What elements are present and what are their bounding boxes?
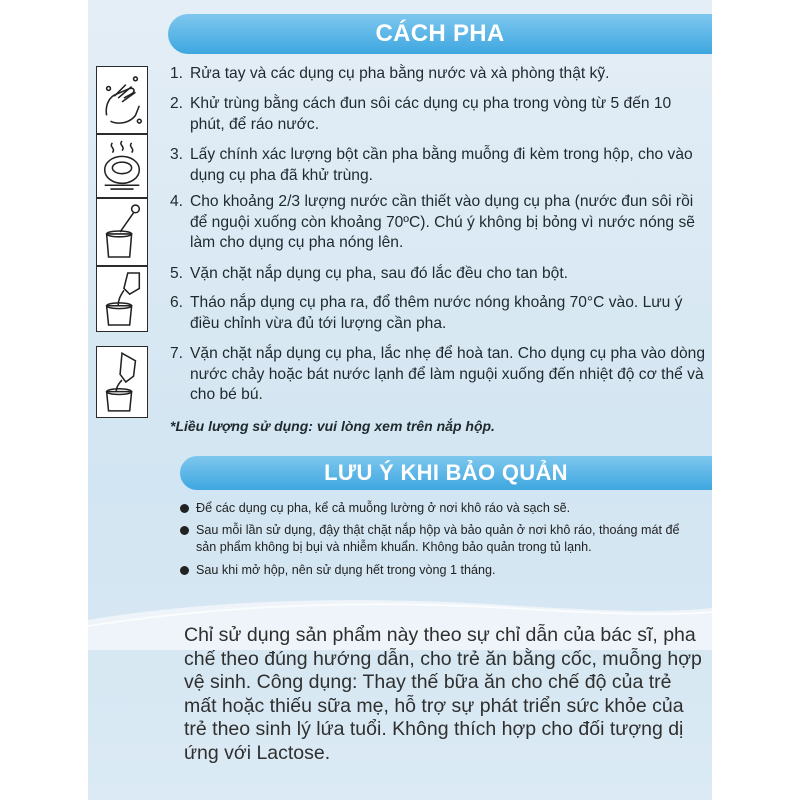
step-text: Khử trùng bằng cách đun sôi các dụng cụ pha trong vòng từ 5 đến 10 phút, để ráo nước. [190,95,672,133]
step-number: 3. [170,146,184,163]
bullet-text: Để các dụng cụ pha, kể cả muỗng lường ở nơi khô ráo và sạch sẽ. [196,501,571,515]
instructions-banner [168,14,712,54]
step-number: 4. [170,193,184,210]
instructions-title: CÁCH PHA [375,20,505,47]
dosage-note: *Liều lượng sử dụng: vui lòng xem trên nắp hộp. [170,418,495,434]
bullet-dot [180,504,189,513]
bullet-text: Sau mỗi lần sử dụng, đậy thật chặt nắp hộp và bảo quản ở nơi khô ráo, thoáng mát để sản phẩm không bị bụi và nhiễm khuẩn. Không bảo quản trong tủ lạnh. [196,523,680,554]
usage-disclaimer: Chỉ sử dụng sản phẩm này theo sự chỉ dẫn của bác sĩ, pha chế theo đúng hướng dẫn, cho trẻ ăn bằng cốc, muỗng hợp vệ sinh. Công dụng: Thay thế bữa ăn cho chế độ của trẻ mất hoặc thiếu sữa mẹ, hỗ trợ sự phát triển sức khỏe của trẻ theo sinh lý lứa tuổi. Không thích hợp cho đối tượng dị ứng với Lactose. [184,624,702,764]
step-text: Tháo nắp dụng cụ pha ra, đổ thêm nước nóng khoảng 70°C vào. Lưu ý điều chỉnh vừa đủ tới lượng cần pha. [190,294,683,332]
bullet-dot [180,566,189,575]
boiling-pot-icon [96,134,148,198]
bullet-text: Sau khi mở hộp, nên sử dụng hết trong vòng 1 tháng. [196,563,496,577]
bullet-dot [180,526,189,535]
label-panel [88,0,712,800]
step-text: Vặn chặt nắp dụng cụ pha, lắc nhẹ để hoà tan. Cho dụng cụ pha vào dòng nước chảy hoặc bát nước lạnh để làm nguội xuống đến nhiệt độ cơ thể và cho bé bú. [190,345,706,403]
pour-water-icon [96,266,148,332]
step-number: 2. [170,95,184,112]
step-text: Lấy chính xác lượng bột cần pha bằng muỗng đi kèm trong hộp, cho vào dụng cụ pha đã khử trùng. [190,146,693,184]
step-text: Rửa tay và các dụng cụ pha bằng nước và xà phòng thật kỹ. [190,65,610,82]
step-text: Cho khoảng 2/3 lượng nước cần thiết vào dụng cụ pha (nước đun sôi rồi để nguội xuống còn khoảng 70ºC). Chú ý không bị bỏng vì nước nóng sẽ làm cho dụng cụ pha nóng lên. [190,193,695,251]
step-number: 1. [170,65,184,82]
mix-bottle-icon [96,346,148,418]
step-text: Vặn chặt nắp dụng cụ pha, sau đó lắc đều cho tan bột. [190,265,569,282]
spoon-measure-icon [96,198,148,266]
storage-banner [180,456,712,490]
step-number: 6. [170,294,184,311]
step-number: 7. [170,345,184,362]
step-number: 5. [170,265,184,282]
hand-washing-icon [96,66,148,134]
storage-title: LƯU Ý KHI BẢO QUẢN [324,460,568,485]
